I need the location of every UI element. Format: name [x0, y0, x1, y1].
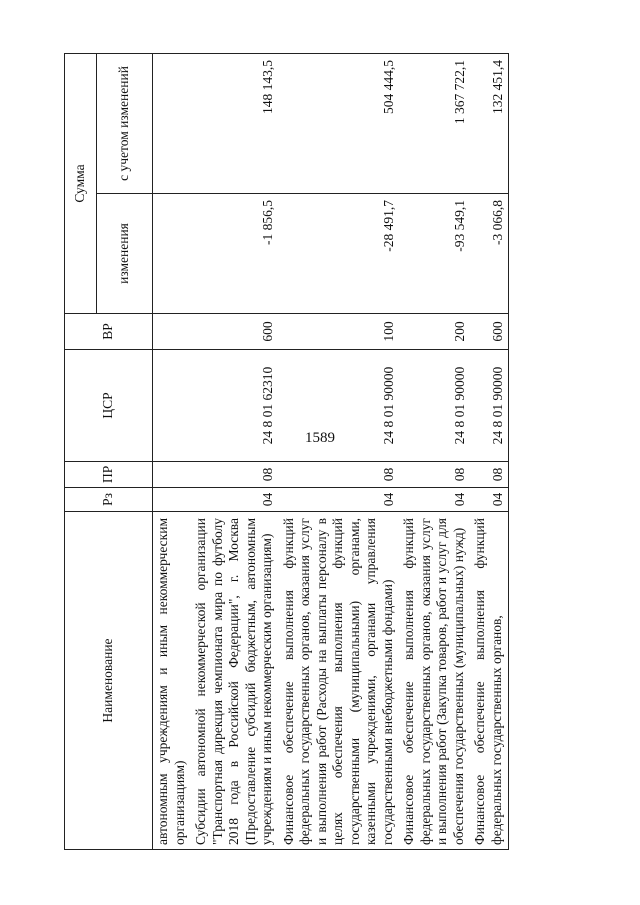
header-sum: Сумма [65, 53, 97, 313]
row-rz: 04 [191, 488, 279, 512]
row-rz [153, 488, 192, 512]
table-row [153, 53, 192, 849]
row-rz: 04 [279, 488, 400, 512]
row-csr: 24 8 01 90000 [470, 350, 509, 462]
header-vr: ВР [65, 314, 153, 350]
row-vr: 200 [399, 314, 470, 350]
table-row [279, 53, 400, 849]
table-row [470, 53, 509, 849]
row-change: -1 856,5 [191, 194, 279, 314]
row-pr [153, 462, 192, 488]
header-pr: ПР [65, 462, 153, 488]
row-vr: 600 [191, 314, 279, 350]
row-pr: 08 [470, 462, 509, 488]
row-pr: 08 [279, 462, 400, 488]
page-number: 1589 [305, 430, 335, 446]
row-total: 1 367 722,1 [399, 53, 470, 193]
budget-table [64, 53, 509, 850]
budget-table-rotated [64, 54, 596, 850]
table-row [191, 53, 279, 849]
row-csr [153, 350, 192, 462]
row-name: Финансовое обеспечение выполнения функций федеральных государственных органов, оказания услуг и выполнения работ (Закупка товаров, работ и услуг для обеспечения государственных (муниципальных) нужд) [399, 512, 470, 850]
header-change: изменения [97, 194, 153, 314]
row-pr: 08 [399, 462, 470, 488]
header-with-changes: с учетом изменений [97, 53, 153, 193]
row-vr: 100 [279, 314, 400, 350]
row-change: -28 491,7 [279, 194, 400, 314]
row-total: 132 451,4 [470, 53, 509, 193]
row-csr: 24 8 01 90000 [399, 350, 470, 462]
row-csr: 24 8 01 90000 [279, 350, 400, 462]
row-vr: 600 [470, 314, 509, 350]
row-change: -3 066,8 [470, 194, 509, 314]
table-header [65, 53, 153, 849]
row-total: 504 444,5 [279, 53, 400, 193]
header-csr: ЦСР [65, 350, 153, 462]
row-pr: 08 [191, 462, 279, 488]
row-total: 148 143,5 [191, 53, 279, 193]
row-change [153, 194, 192, 314]
row-rz: 04 [470, 488, 509, 512]
row-name: автономным учреждениям и иным некоммерческим организациям) [153, 512, 192, 850]
row-csr: 24 8 01 62310 [191, 350, 279, 462]
row-name: Финансовое обеспечение выполнения функций федеральных государственных органов, оказания услуг и выполнения работ (Расходы на выплаты персоналу в целях обеспечения выполнения функций государственными (муниципальными) органами, казенными учреждениями, органами управления государственными внебюджетными фондами) [279, 512, 400, 850]
header-rz: Рз [65, 488, 153, 512]
row-name: Субсидии автономной некоммерческой организации "Транспортная дирекция чемпионата мира по футболу 2018 года в Российской Федерации", г. Москва (Предоставление субсидий бюджетным, автономным учреждениям и иным некоммерческим организациям) [191, 512, 279, 850]
row-rz: 04 [399, 488, 470, 512]
row-change: -93 549,1 [399, 194, 470, 314]
row-total [153, 53, 192, 193]
table-row [399, 53, 470, 849]
row-name: Финансовое обеспечение выполнения функций федеральных государственных органов, [470, 512, 509, 850]
header-name: Наименование [65, 512, 153, 850]
row-vr [153, 314, 192, 350]
